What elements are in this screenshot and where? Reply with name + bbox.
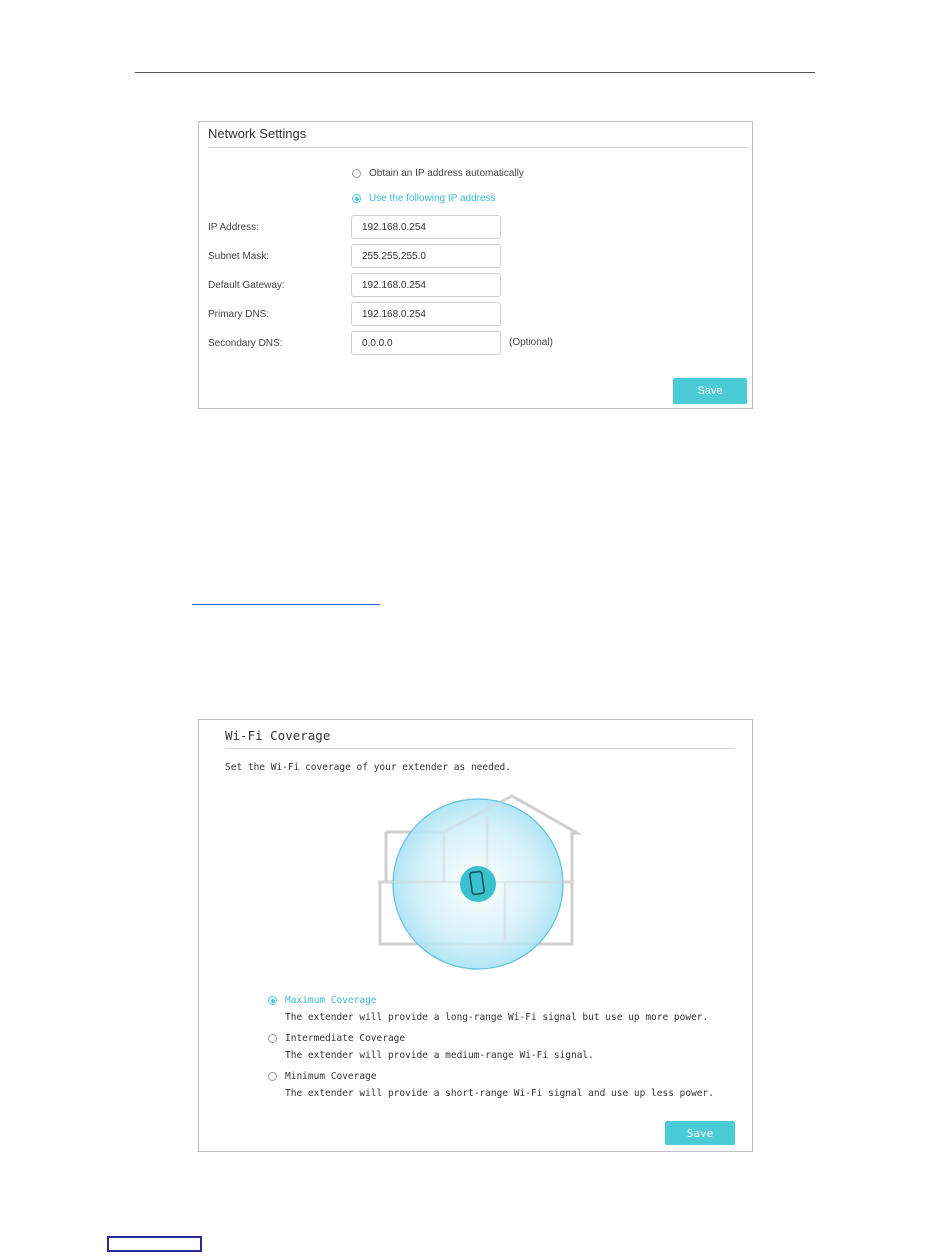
radio-maximum-coverage[interactable] [268, 995, 377, 1006]
panel-title: Network Settings [208, 126, 307, 141]
top-rule [135, 72, 815, 73]
default-gateway-label: Default Gateway: [208, 280, 285, 291]
radio-unchecked-icon[interactable] [268, 1034, 277, 1043]
primary-dns-label: Primary DNS: [208, 309, 270, 320]
optional-note: (Optional) [509, 337, 553, 348]
save-button[interactable]: Save [673, 378, 747, 404]
primary-dns-input[interactable] [351, 302, 501, 326]
page-number-box [107, 1236, 202, 1252]
secondary-dns-label: Secondary DNS: [208, 338, 283, 349]
extender-device-icon [460, 866, 496, 902]
radio-checked-icon[interactable] [352, 194, 361, 203]
wifi-coverage-panel [198, 719, 753, 1152]
default-gateway-input[interactable] [351, 273, 501, 297]
subnet-mask-input[interactable] [351, 244, 501, 268]
radio-label: Use the following IP address [369, 193, 496, 204]
coverage-description: Set the Wi-Fi coverage of your extender as needed. [225, 762, 511, 773]
ip-address-label: IP Address: [208, 222, 259, 233]
radio-label: Obtain an IP address automatically [369, 168, 524, 179]
save-button[interactable]: Save [665, 1121, 735, 1145]
radio-checked-icon[interactable] [268, 996, 277, 1005]
radio-unchecked-icon[interactable] [352, 169, 361, 178]
radio-minimum-coverage[interactable] [268, 1071, 377, 1082]
subnet-mask-label: Subnet Mask: [208, 251, 270, 262]
radio-use-following-ip[interactable] [352, 193, 496, 204]
radio-label: Maximum Coverage [285, 995, 377, 1006]
radio-intermediate-coverage[interactable] [268, 1033, 405, 1044]
coverage-option-description: The extender will provide a medium-range Wi-Fi signal. [285, 1050, 594, 1061]
radio-obtain-ip-auto[interactable] [352, 168, 524, 179]
secondary-dns-input[interactable] [351, 331, 501, 355]
ip-address-input[interactable] [351, 215, 501, 239]
coverage-option-description: The extender will provide a long-range Wi-Fi signal but use up more power. [285, 1012, 709, 1023]
coverage-option-description: The extender will provide a short-range Wi-Fi signal and use up less power. [285, 1088, 714, 1099]
network-settings-panel [198, 121, 753, 409]
radio-label: Intermediate Coverage [285, 1033, 406, 1044]
radio-label: Minimum Coverage [285, 1071, 377, 1082]
panel-divider [225, 748, 735, 749]
panel-divider [208, 147, 747, 148]
radio-unchecked-icon[interactable] [268, 1072, 277, 1081]
panel-title: Wi-Fi Coverage [225, 728, 331, 743]
link-underline[interactable] [192, 604, 380, 605]
coverage-illustration [377, 792, 583, 972]
